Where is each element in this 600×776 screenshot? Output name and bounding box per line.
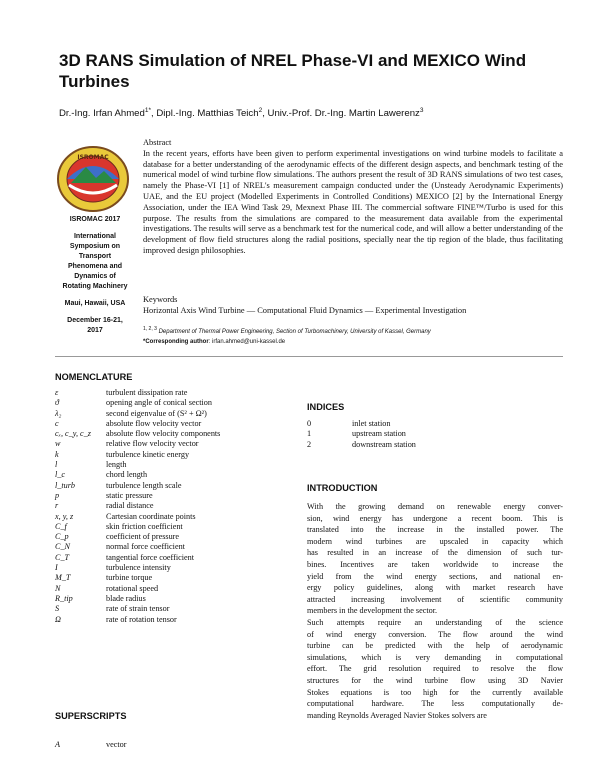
index-row <box>307 429 557 439</box>
symbol: A⃗ <box>55 740 67 749</box>
nomenclature-row <box>55 553 295 563</box>
conference-sidebar <box>55 215 135 336</box>
definition: turbulence intensity <box>106 563 171 573</box>
nomenclature-row <box>55 584 295 594</box>
symbol: Ω <box>55 614 61 624</box>
nomenclature-row <box>55 512 295 522</box>
symbol: r <box>55 501 59 511</box>
isromac-logo <box>56 145 130 213</box>
introduction-text <box>307 501 563 721</box>
introduction-line: sion, wind energy has undergone a recent boom. This is <box>307 513 563 523</box>
symbol: c⃗ <box>55 418 66 428</box>
nomenclature-row <box>55 439 295 449</box>
symposium-line: Symposium on <box>69 243 121 250</box>
affiliation-marks: 1, 2, 3 <box>143 326 157 332</box>
symbol: S <box>55 604 60 614</box>
indices-heading: INDICES <box>307 402 345 412</box>
conference-dates: 2017 <box>87 327 103 334</box>
definition: opening angle of conical section <box>106 398 212 408</box>
definition: second eigenvalue of (S² + Ω²) <box>106 408 207 418</box>
definition: skin friction coefficient <box>106 521 183 531</box>
paper-title: 3D RANS Simulation of NREL Phase-VI and MEXICO Wind Turbines <box>59 51 527 91</box>
nomenclature-row <box>55 481 295 491</box>
nomenclature-row <box>55 409 295 419</box>
symposium-line: Transport <box>78 253 112 260</box>
definition: tangential force coefficient <box>106 552 195 562</box>
abstract-block <box>143 138 563 257</box>
nomenclature-heading: NOMENCLATURE <box>55 372 133 382</box>
affiliation-department: Department of Thermal Power Engineering, Section of Turbomachinery, University of Kassel, Germany <box>158 329 431 335</box>
symbol: M_T <box>55 573 71 583</box>
definition: absolute flow velocity vector <box>106 418 202 428</box>
definition: turbulence length scale <box>106 480 182 490</box>
symbol: R_tip <box>55 593 73 603</box>
definition: upstream station <box>352 429 406 439</box>
nomenclature-row <box>55 501 295 511</box>
definition: turbulent dissipation rate <box>106 388 188 397</box>
definition: rate of strain tensor <box>106 604 170 614</box>
symbol: cₓ, c_y, c_z <box>55 429 91 439</box>
nomenclature-row <box>55 604 295 614</box>
superscripts-heading: SUPERSCRIPTS <box>55 711 127 721</box>
definition: chord length <box>106 470 148 480</box>
section-divider <box>55 356 563 357</box>
symposium-line: Rotating Machinery <box>62 283 128 290</box>
introduction-line: effort. The grid resolution required to resolve the flow <box>307 664 563 674</box>
symposium-line: Phenomena and <box>67 263 123 270</box>
corresponding-author-label: *Corresponding author <box>143 339 209 345</box>
symbol: λ₂ <box>55 408 62 418</box>
author-affiliation-mark: 1* <box>144 107 152 114</box>
corresponding-author-email: : irfan.ahmed@uni-kassel.de <box>208 339 286 345</box>
nomenclature-row <box>55 419 295 429</box>
definition: normal force coefficient <box>106 542 185 552</box>
definition: absolute flow velocity components <box>106 429 221 439</box>
superscript-row <box>55 740 295 750</box>
conference-name: ISROMAC 2017 <box>69 216 121 223</box>
symbol: C_p <box>55 532 69 542</box>
definition: rotational speed <box>106 583 159 593</box>
conference-dates: December 16-21, <box>67 317 123 324</box>
introduction-line: has resulted in an increase of the dimension of such tur- <box>307 548 563 558</box>
nomenclature-row <box>55 532 295 542</box>
introduction-line: translated into the increase in the installed power. The <box>307 525 563 535</box>
nomenclature-row <box>55 460 295 470</box>
superscripts-list <box>55 740 295 750</box>
introduction-line: Such attempts require an understanding of the science <box>307 617 563 627</box>
definition: length <box>106 460 127 470</box>
nomenclature-list <box>55 388 295 625</box>
introduction-line: structures for the wind turbine flow using 3D Navier <box>307 675 563 685</box>
definition: Cartesian coordinate points <box>106 511 196 521</box>
introduction-heading: INTRODUCTION <box>307 483 378 493</box>
symbol: 1 <box>307 429 312 439</box>
introduction-line: bines. Incentives are taken worldwide to increase the <box>307 559 563 569</box>
definition: inlet station <box>352 419 391 428</box>
abstract-text: In the recent years, efforts have been given to perform experimental investigations on wind turbine models to facilitate a database for a better understanding of the aerodynamic effects of the different design aspects, and benchmark testing of the numerical model of wind turbine flow simulations. The authors present the result of 3D RANS simulations of two test cases, namely the Phase-VI [1] of NREL's measurement campaign conducted under the (Unsteady Aerodynamic Experiments) UAE, and the EU project (Modelled Experiments in Controlled Conditions) MEXICO [2] by the International Energy Association, under the IEA Wind Task 29, Mexnext Phase III. The commercial software FINE™/Turbo is used for this purpose. The results from the simulations are compared to the measurement data available from the experimental investigations. The results will serve as a benchmark test for the numerical code, and will allow a better understanding of the development of flow field structures along the radial positions, specially near the tip region of the blade, thus facilitating improved design philosophies. <box>143 148 563 255</box>
symbol: 0 <box>307 419 312 428</box>
symbol: k <box>55 449 59 459</box>
logo-lettering: ISROMAC <box>77 154 109 161</box>
conference-location: Maui, Hawaii, USA <box>64 300 126 307</box>
symbol: ϑ <box>55 398 60 408</box>
symbol: 2 <box>307 439 312 449</box>
nomenclature-row <box>55 388 295 398</box>
symbol: p <box>55 490 60 500</box>
nomenclature-row <box>55 522 295 532</box>
nomenclature-row <box>55 470 295 480</box>
definition: relative flow velocity vector <box>106 439 199 449</box>
introduction-line: computational hardware. The less computationally de- <box>307 699 563 709</box>
symposium-line: International <box>73 233 116 240</box>
definition: coefficient of pressure <box>106 532 180 542</box>
symbol: C_N <box>55 542 71 552</box>
definition: static pressure <box>106 490 153 500</box>
definition: turbulence kinetic energy <box>106 449 190 459</box>
keywords-heading: Keywords <box>143 295 178 304</box>
introduction-line: turbine can be predicted with the help of aerodynamic <box>307 641 563 651</box>
nomenclature-row <box>55 429 295 439</box>
introduction-line: simulations, which is very demanding in computational <box>307 652 563 662</box>
symbol: x, y, z <box>55 511 74 521</box>
introduction-line: manding Reynolds Averaged Navier Stokes solvers are <box>307 710 487 720</box>
definition: turbine torque <box>106 573 153 583</box>
author-affiliation-mark: 3 <box>419 107 424 114</box>
nomenclature-row <box>55 450 295 460</box>
symbol: w⃗ <box>55 439 67 449</box>
nomenclature-row <box>55 542 295 552</box>
index-row <box>307 419 557 429</box>
introduction-line: attracted increasing involvement of scientific community <box>307 594 563 604</box>
symbol: l_turb <box>55 480 76 490</box>
author-name: Dr.-Ing. Irfan Ahmed <box>59 108 145 120</box>
introduction-line: modern wind turbines are upscaled in capacity which <box>307 536 563 546</box>
keywords-text: Horizontal Axis Wind Turbine — Computational Fluid Dynamics — Experimental Investigation <box>143 305 467 315</box>
definition: rate of rotation tensor <box>106 614 177 624</box>
definition: downstream station <box>352 439 416 449</box>
index-row <box>307 440 557 450</box>
definition: vector <box>106 740 127 749</box>
introduction-line: ergy policy guidelines, along with market research have <box>307 583 563 593</box>
symbol: C_T <box>55 552 70 562</box>
indices-list <box>307 419 557 450</box>
affiliation-block <box>143 324 563 347</box>
nomenclature-row <box>55 615 295 625</box>
introduction-line: Stokes equations is too high for the currently available <box>307 687 563 697</box>
symbol: N <box>55 583 61 593</box>
introduction-line: With the growing demand on renewable energy conver- <box>307 502 563 511</box>
symbol: C_f <box>55 521 67 531</box>
author-affiliation-mark: 2 <box>258 107 263 114</box>
nomenclature-row <box>55 594 295 604</box>
symbol: ε <box>55 388 59 397</box>
symbol: I <box>55 563 58 573</box>
symbol: l <box>55 460 58 470</box>
introduction-line: of wind energy conversion. The flow around the wind <box>307 629 563 639</box>
keywords-block <box>143 295 563 317</box>
symposium-line: Dynamics of <box>74 273 116 280</box>
definition: radial distance <box>106 501 154 511</box>
nomenclature-row <box>55 398 295 408</box>
abstract-heading: Abstract <box>143 138 172 147</box>
nomenclature-row <box>55 573 295 583</box>
introduction-line: members in the development the sector. <box>307 606 438 616</box>
nomenclature-row <box>55 491 295 501</box>
nomenclature-row <box>55 563 295 573</box>
author-name: Univ.-Prof. Dr.-Ing. Martin Lawerenz <box>267 108 420 120</box>
symbol: l_c <box>55 470 66 480</box>
introduction-line: yield from the wind energy sections, and national en- <box>307 571 563 581</box>
definition: blade radius <box>106 593 146 603</box>
author-list: Dr.-Ing. Irfan Ahmed$^{1*}$, Dipl.-Ing. Matthias Teich$^2$, Univ.-Prof. Dr.-Ing. Martin Lawerenz$^3$ <box>59 107 424 120</box>
author-name: Dipl.-Ing. Matthias Teich <box>156 108 259 120</box>
